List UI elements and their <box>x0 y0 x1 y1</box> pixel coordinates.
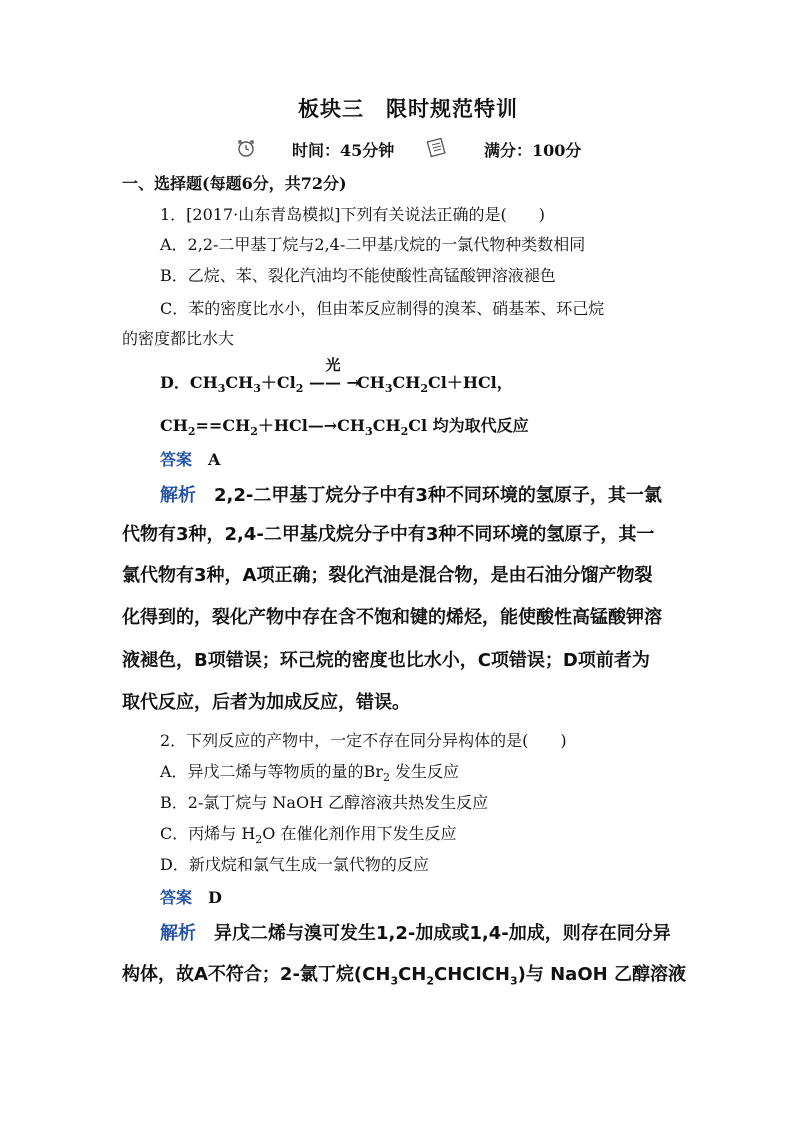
q2-option-b: B．2-氯丁烷与 NaOH 乙醇溶液共热发生反应 <box>160 793 489 812</box>
explanation-label: 解析 <box>160 485 196 506</box>
q1-option-d-prefix: D． <box>160 373 190 392</box>
section-heading: 一、选择题(每题6分，共72分) <box>122 174 347 193</box>
q2-option-d: D．新戊烷和氯气生成一氯代物的反应 <box>160 855 429 874</box>
answer-value: A <box>208 450 221 469</box>
q1-answer <box>160 449 220 471</box>
q1-explanation-line6: 取代反应，后者为加成反应，错误。 <box>122 692 410 713</box>
q2-explanation-line1: 解析 异戊二烯与溴可发生1,2-加成或1,4-加成，则存在同分异 <box>160 923 671 944</box>
q2-stem: 2．下列反应的产物中，一定不存在同分异构体的是( ) <box>160 731 567 750</box>
q1-option-d: D．$CH_3CH_3+Cl_2$ 光 —— $\to CH_3CH_2Cl+HCl$， <box>160 356 513 396</box>
q1-option-c: C．苯的密度比水小，但由苯反应制得的溴苯、硝基苯、环己烷 <box>160 299 605 318</box>
answer-value: D <box>208 888 222 907</box>
paper-icon <box>426 136 448 162</box>
q1-explanation-line5: 液褪色，B项错误；环己烷的密度也比水小，C项错误；D项前者为 <box>122 650 650 671</box>
q1-option-a: A．2,2-二甲基丁烷与2,4-二甲基戊烷的一氯代物种类数相同 <box>160 235 586 254</box>
q1-option-d-line2: $CH_2==CH_2+HCl—\to CH_3CH_2Cl$ 均为取代反应 <box>160 416 529 439</box>
q1-option-c-cont: 的密度都比水大 <box>122 329 235 348</box>
q2-explanation-line2: 构体，故A不符合；2-氯丁烷$(CH_3CH_2CHClCH_3)$与 NaOH 乙醇溶液 <box>122 964 686 988</box>
q1-stem: 1．[2017·山东青岛模拟]下列有关说法正确的是( ) <box>160 205 545 224</box>
q2-option-a: A．异戊二烯与等物质的量的$Br_2$ 发生反应 <box>160 762 460 785</box>
clock-icon <box>236 138 256 162</box>
q1-explanation-line4: 化得到的，裂化产物中存在含不饱和键的烯烃，能使酸性高锰酸钾溶 <box>122 607 662 628</box>
reaction-condition: 光 <box>325 356 341 374</box>
q1-explanation-line3: 氯代物有3种，A项正确；裂化汽油是混合物，是由石油分馏产物裂 <box>122 565 653 586</box>
q2-answer <box>160 887 222 909</box>
q1-option-b: B．乙烷、苯、裂化汽油均不能使酸性高锰酸钾溶液褪色 <box>160 266 556 285</box>
reaction-arrow: 光 —— → <box>308 356 360 392</box>
time-label: 时间：45分钟 <box>292 141 395 160</box>
page-title: 板块三 限时规范特训 <box>298 96 518 121</box>
explanation-label: 解析 <box>160 923 196 944</box>
answer-label: 答案 <box>160 450 193 469</box>
q2-option-c: C．丙烯与 $H_2O$ 在催化剂作用下发生反应 <box>160 824 457 847</box>
answer-label: 答案 <box>160 888 193 907</box>
score-label: 满分：100分 <box>484 141 582 160</box>
q1-explanation-line2: 代物有3种，2,4-二甲基戊烷分子中有3种不同环境的氢原子，其一 <box>122 524 655 545</box>
q1-explanation-line1: 解析 2,2-二甲基丁烷分子中有3种不同环境的氢原子，其一氯 <box>160 485 662 506</box>
